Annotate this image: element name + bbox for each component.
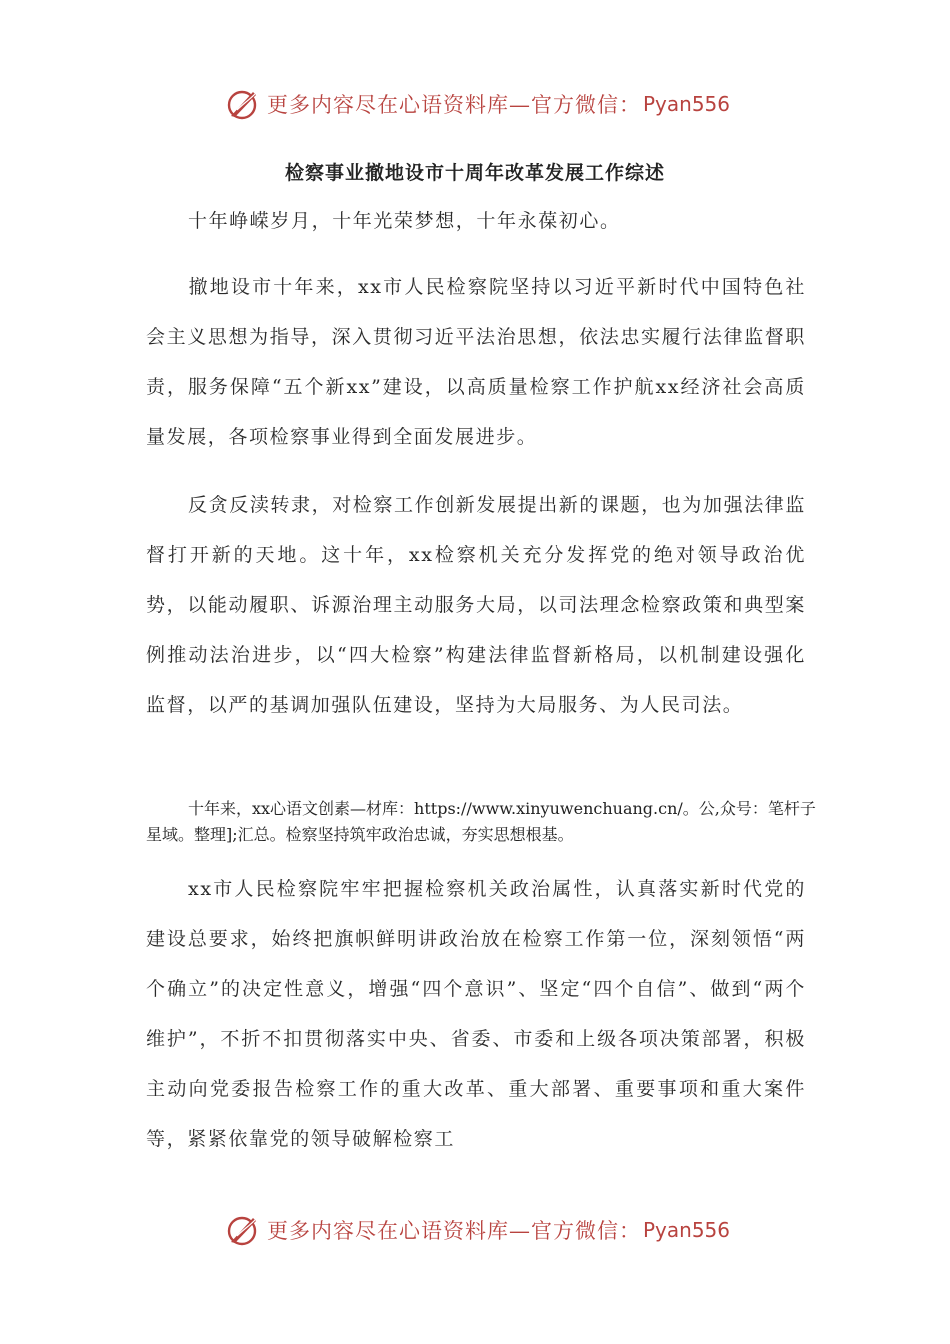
footer-banner xyxy=(225,1210,745,1250)
quill-pen-logo-icon xyxy=(225,86,261,122)
paragraph: 十年峥嵘岁月，十年光荣梦想，十年永葆初心。 xyxy=(188,210,621,232)
banner-wechat-id: Pyan556 xyxy=(643,92,731,116)
quill-pen-logo-icon xyxy=(225,1212,261,1248)
paragraph: 反贪反渎转隶，对检察工作创新发展提出新的课题，也为加强法律监督打开新的天地。这十年，xx检察机关充分发挥党的绝对领导政治优势，以能动履职、诉源治理主动服务大局，以司法理念检察政策和典型案例推动法治进步，以“四大检察”构建法律监督新格局，以机制建设强化监督，以严的基调加强队伍建设，坚持为大局服务、为人民司法。 xyxy=(146,494,807,716)
paragraph: 撤地设市十年来，xx市人民检察院坚持以习近平新时代中国特色社会主义思想为指导，深入贯彻习近平法治思想，依法忠实履行法律监督职责，服务保障“五个新xx”建设，以高质量检察工作护航xx经济社会高质量发展，各项检察事业得到全面发展进步。 xyxy=(146,276,806,448)
banner-text: 更多内容尽在心语资料库—官方微信： xyxy=(267,1219,641,1243)
header-banner xyxy=(225,84,745,124)
paragraph: xx市人民检察院牢牢把握检察机关政治属性，认真落实新时代党的建设总要求，始终把旗帜鲜明讲政治放在检察工作第一位，深刻领悟“两个确立”的决定性意义，增强“四个意识”、坚定“四个自信”、做到“两个维护”，不折不扣贯彻落实中央、省委、市委和上级各项决策部署，积极主动向党委报告检察工作的重大改革、重大部署、重要事项和重大案件等，紧紧依靠党的领导破解检察工 xyxy=(146,878,806,1150)
banner-text: 更多内容尽在心语资料库—官方微信： xyxy=(267,93,641,117)
banner-wechat-id: Pyan556 xyxy=(643,1218,731,1242)
source-note: 十年来，xx心语文创素—材库：https://www.xinyuwenchuang.cn/。公,众号：笔杆子星域。整理];汇总。检察坚持筑牢政治忠诚，夯实思想根基。 xyxy=(146,799,816,844)
document-title: 检察事业撤地设市十周年改革发展工作综述 xyxy=(284,162,665,184)
